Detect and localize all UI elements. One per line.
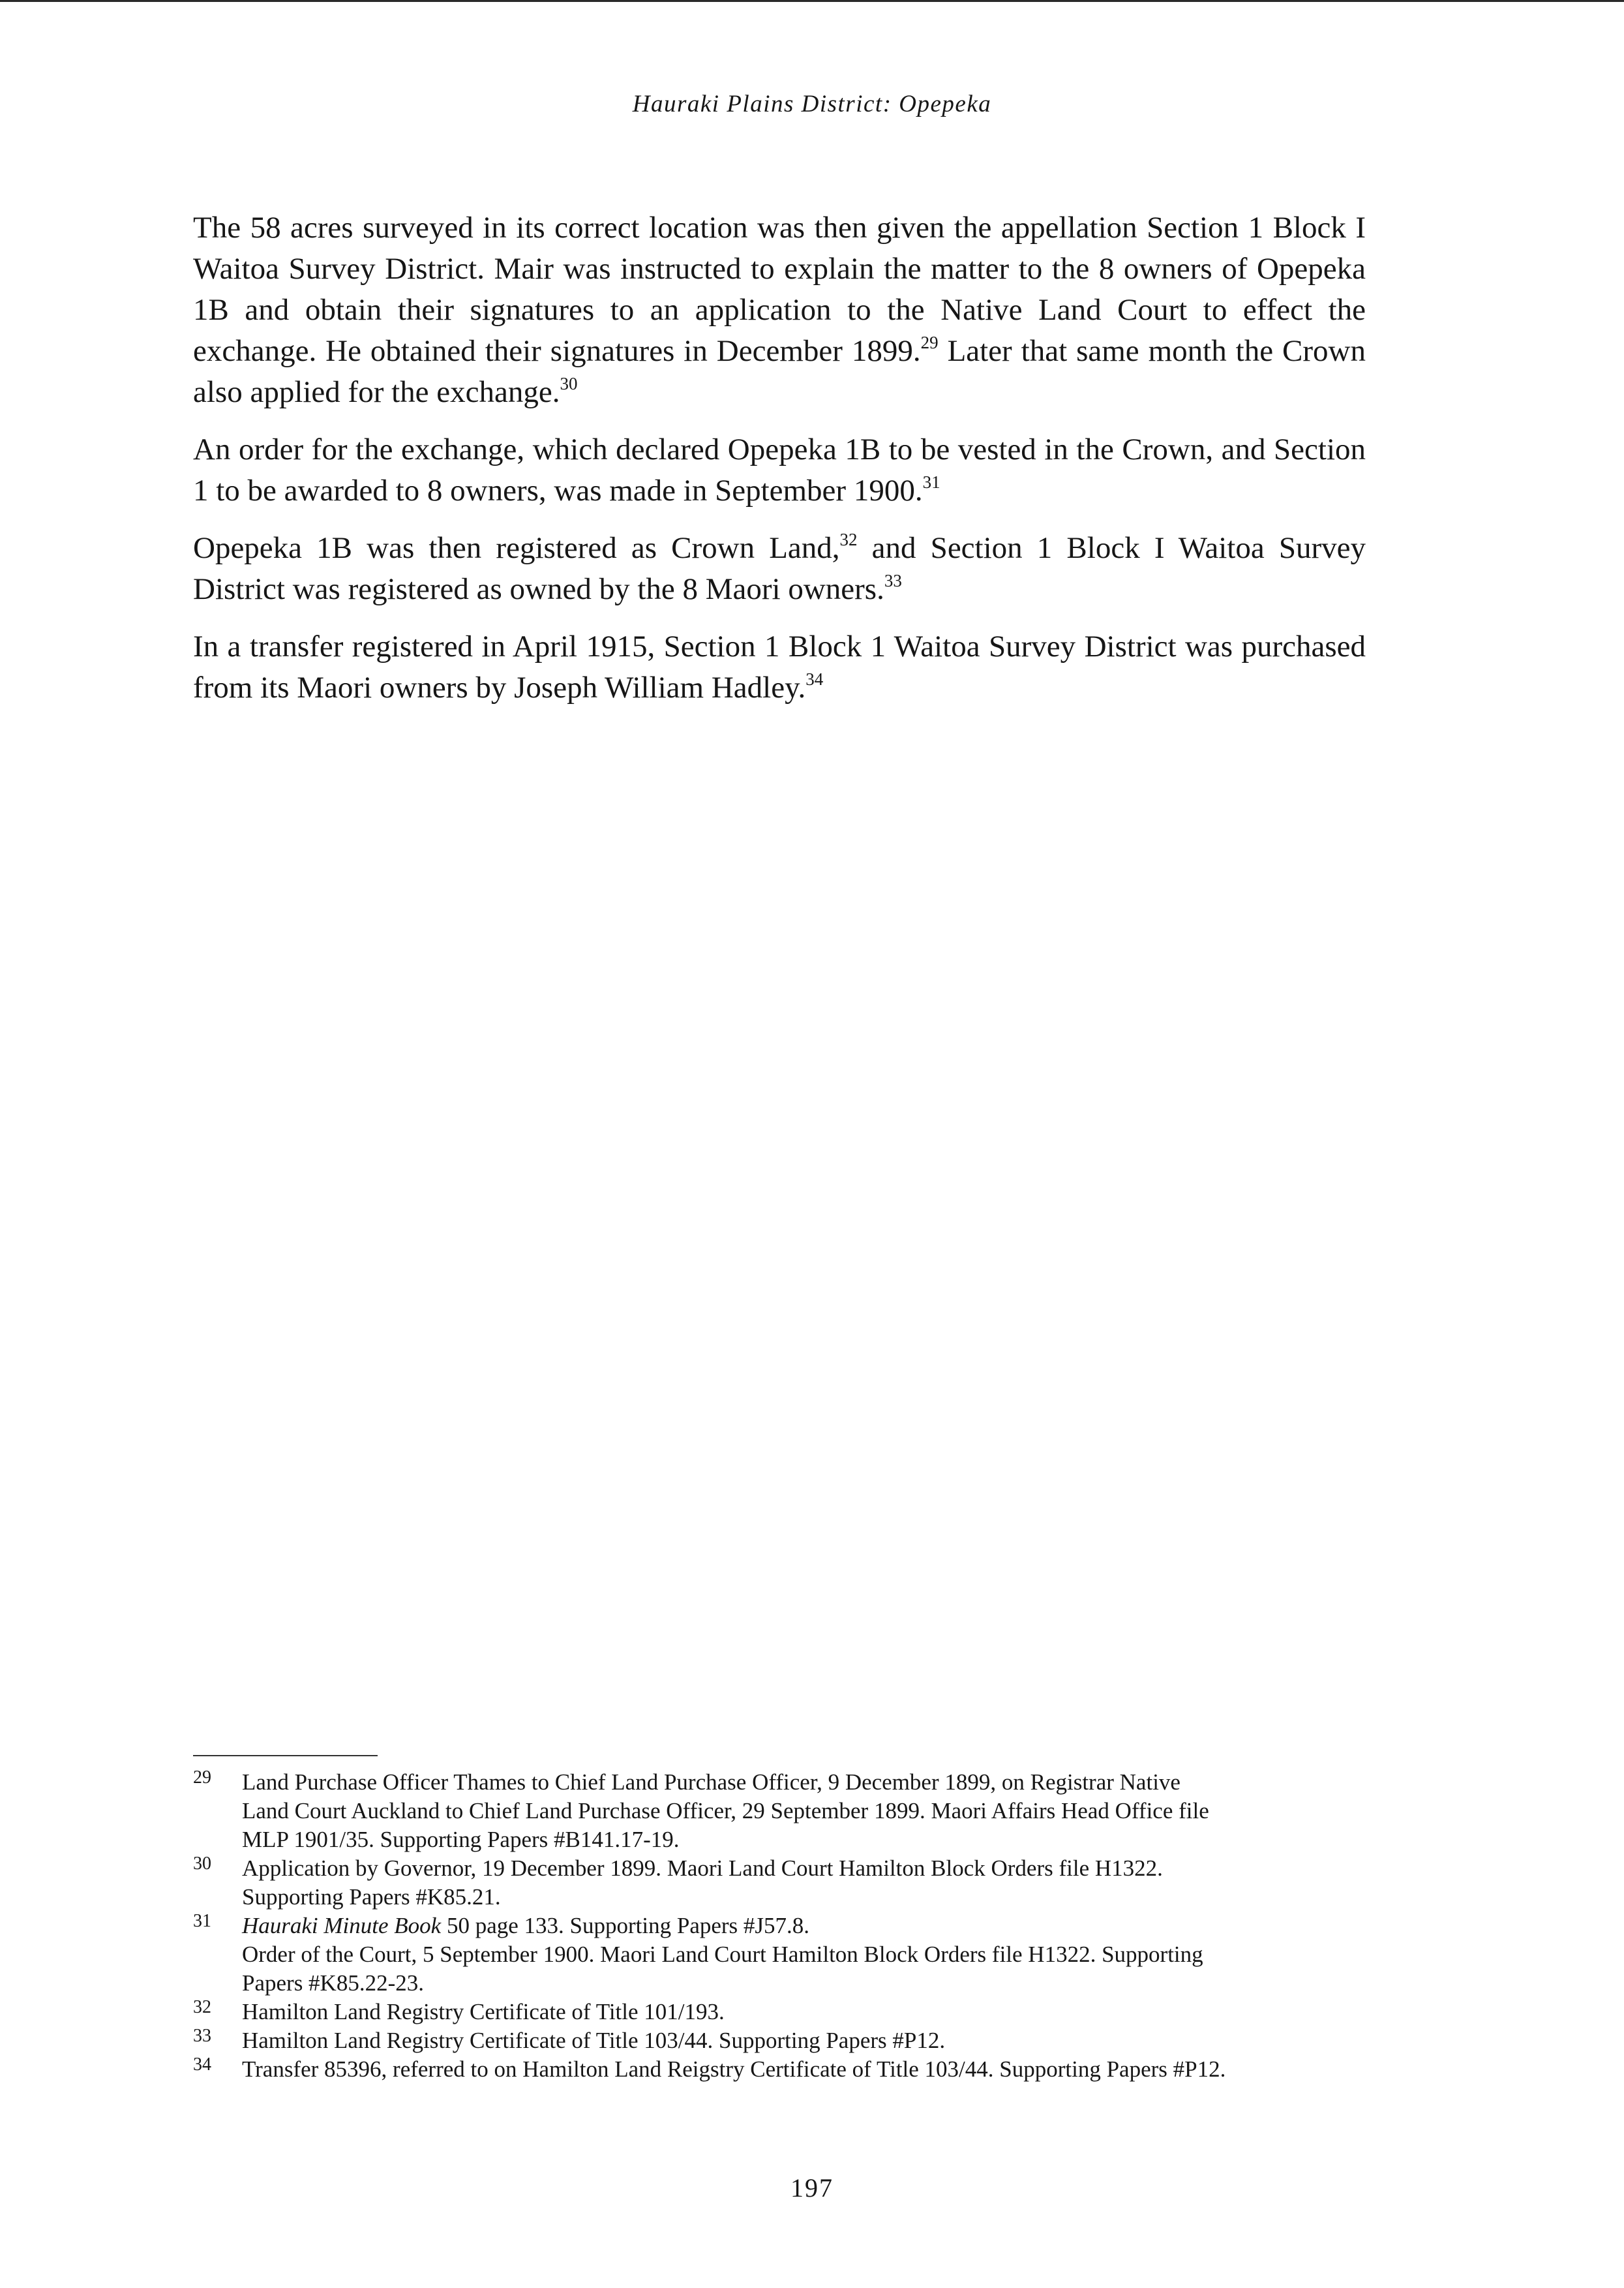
paragraph — [193, 429, 1366, 511]
top-border-rule — [0, 0, 1624, 2]
footnote — [193, 1998, 1380, 2026]
footnote-reference: 29 — [920, 333, 939, 352]
footnote-line: Supporting Papers #K85.21. — [242, 1884, 501, 1910]
footnote-text — [242, 2055, 1380, 2084]
book-title: Hauraki Minute Book — [242, 1913, 442, 1938]
footnote-line: Hamilton Land Registry Certificate of Title 101/193. — [242, 1999, 725, 2024]
running-head: Hauraki Plains District: Opepeka — [632, 91, 992, 117]
paragraph-text: Later that same month the Crown also applied for the exchange. — [193, 334, 1366, 409]
paragraph — [193, 207, 1366, 413]
footnote-number: 31 — [193, 1911, 211, 1931]
footnote-number: 34 — [193, 2054, 211, 2075]
footnote-text — [242, 1998, 1380, 2026]
footnote — [193, 1768, 1380, 1854]
footnote-line: Transfer 85396, referred to on Hamilton Land Reigstry Certificate of Title 103/44. Supporting Papers #P12. — [242, 2056, 1226, 2082]
footnote-number: 30 — [193, 1853, 211, 1874]
footnote-reference: 34 — [805, 669, 824, 689]
footnote-number: 29 — [193, 1767, 211, 1788]
footnote-reference: 30 — [560, 374, 578, 393]
paragraph-text: An order for the exchange, which declared Opepeka 1B to be vested in the Crown, and Section 1 to be awarded to 8 owners, was made in September 1900. — [193, 433, 1366, 508]
footnote-line: Application by Governor, 19 December 1899. Maori Land Court Hamilton Block Orders file H1322. — [242, 1855, 1163, 1881]
paragraph — [193, 528, 1366, 610]
footnote — [193, 2026, 1380, 2055]
footnote-line-text: 50 page 133. Supporting Papers #J57.8. — [441, 1913, 810, 1938]
footnote — [193, 1912, 1380, 1998]
footnote-reference: 32 — [839, 530, 858, 549]
footnote-text — [242, 1912, 1380, 1998]
footnote-text — [242, 1768, 1380, 1854]
page-number: 197 — [790, 2173, 834, 2203]
footnote-number: 32 — [193, 1997, 211, 2017]
footnote-text — [242, 1854, 1380, 1912]
paragraph-text: Opepeka 1B was then registered as Crown Land, — [193, 531, 840, 565]
paragraph-text: and Section 1 Block I Waitoa Survey District was registered as owned by the 8 Maori owners. — [193, 531, 1366, 606]
footnote-line: Papers #K85.22-23. — [242, 1970, 424, 1996]
footnote-separator — [193, 1755, 378, 1756]
footnote-line: Land Court Auckland to Chief Land Purchase Officer, 29 September 1899. Maori Affairs Head Office file — [242, 1798, 1209, 1823]
footnote-number: 33 — [193, 2026, 211, 2046]
footnotes — [193, 1768, 1380, 2084]
footnote-line: MLP 1901/35. Supporting Papers #B141.17-19. — [242, 1827, 680, 1852]
footnote-line: Order of the Court, 5 September 1900. Maori Land Court Hamilton Block Orders file H1322. Supporting — [242, 1942, 1203, 1967]
footnote-reference: 31 — [922, 472, 940, 492]
footnote-line: Land Purchase Officer Thames to Chief Land Purchase Officer, 9 December 1899, on Registrar Native — [242, 1769, 1180, 1795]
footnote — [193, 1854, 1380, 1912]
paragraph-text: In a transfer registered in April 1915, Section 1 Block 1 Waitoa Survey District was purchased from its Maori owners by Joseph William Hadley. — [193, 630, 1366, 705]
footnote-line — [242, 1912, 1380, 1940]
footnote-text — [242, 2026, 1380, 2055]
footnote-reference: 33 — [884, 571, 902, 590]
paragraph-text: The 58 acres surveyed in its correct location was then given the appellation Section 1 Block I Waitoa Survey District. Mair was instructed to explain the matter to the 8 owners of Opepeka 1B and obtain their signatures to an application to the Native Land Court to effect the exchange. He obtained their signatures in December 1899. — [193, 211, 1366, 368]
body-text — [193, 207, 1366, 725]
footnote — [193, 2055, 1380, 2084]
footnote-line: Hamilton Land Registry Certificate of Title 103/44. Supporting Papers #P12. — [242, 2028, 946, 2053]
paragraph — [193, 626, 1366, 709]
